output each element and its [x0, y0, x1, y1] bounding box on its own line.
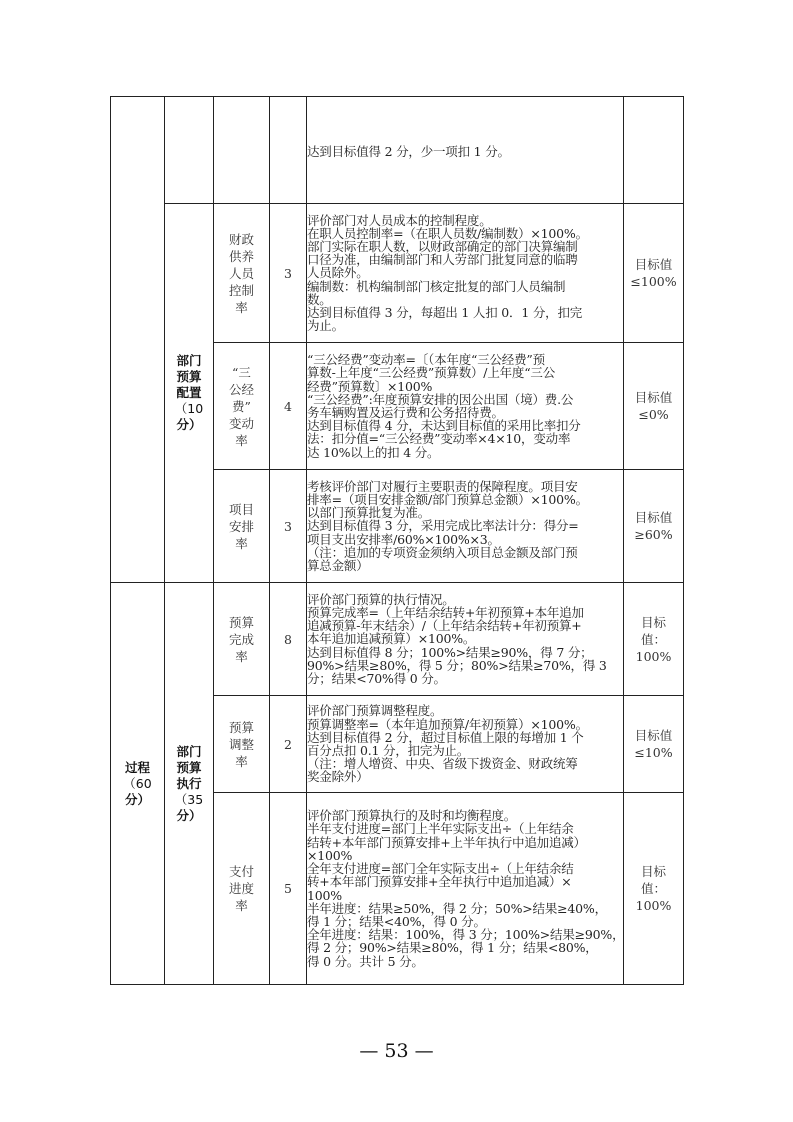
score-value: 5: [270, 793, 307, 985]
level2-cell-blank: [165, 97, 214, 204]
group-process: 过程 （60 分）: [111, 583, 165, 985]
criteria-cell: [307, 97, 624, 204]
criteria-cell: 评价部门对人员成本的控制程度。 在职人员控制率=（在职人员数/编制数）×100%。 部门实际在职人数，以财政部确定的部门决算编制 口径为准，由编制部门和人劳部门批复同意的临聘 人员除外。 编制数：机构编制部门核定批复的部门人员编制 数。 达到目标值得 3 分，每超出 1 人扣 0．1 分，扣完 为止。: [307, 204, 624, 343]
table-row: [111, 204, 684, 343]
table-row: [111, 97, 684, 204]
criteria-cell: 评价部门预算的执行情况。 预算完成率=（上年结余结转+年初预算+本年追加 追减预算-年末结余）/（上年结余结转+年初预算+ 本年追加追减预算）×100%。 达到目标值得 8 分；100%>结果≥90%，得 7 分； 90%>结果≥80%，得 5 分；80%>结果≥70%，得 3 分；结果<70%得 0 分。: [307, 583, 624, 696]
standard-value: 目标值 ≤0%: [624, 343, 684, 470]
standard-cell-blank: [624, 97, 684, 204]
indicator-name: 财政 供养 人员 控制 率: [214, 204, 270, 343]
criteria-cell: “三公经费”变动率=〔（本年度“三公经费”预 算数-上年度“三公经费”预算数）/上年度“三公 经费”预算数〕×100% “三公经费”:年度预算安排的因公出国（境）费.公 务车辆购置及运行费和公务招待费。 达到目标值得 4 分，未达到目标值的采用比率扣分 法：扣分值=“三公经费”变动率×4×10，变动率 达 10%以上的扣 4 分。: [307, 343, 624, 470]
score-value: 2: [270, 696, 307, 793]
indicator-name: 项目 安排 率: [214, 470, 270, 583]
standard-value: 目标值 ≤10%: [624, 696, 684, 793]
criteria-cell: 评价部门预算执行的及时和均衡程度。 半年支付进度=部门上半年实际支出÷（上年结余 结转+本年部门预算安排+上半年执行中追加追减） ×100% 全年支付进度=部门全年实际支出÷（上年结余结 转+本年部门预算安排+全年执行中追加追减）× 100% 半年进度：结果≥50%，得 2 分；50%>结果≥40%， 得 1 分；结果<40%，得 0 分。 全年进度：结果：100%，得 3 分；100%>结果≥90%， 得 2 分；90%>结果≥80%，得 1 分；结果<80%， 得 0 分。共计 5 分。: [307, 793, 624, 985]
score-value: 3: [270, 470, 307, 583]
indicator-name: 预算 完成 率: [214, 583, 270, 696]
score-cell-blank: [270, 97, 307, 204]
score-value: 4: [270, 343, 307, 470]
indicator-cell-blank: [214, 97, 270, 204]
criteria-cell: 评价部门预算调整程度。 预算调整率=（本年追加预算/年初预算）×100%。 达到目标值得 2 分，超过目标值上限的每增加 1 个 百分点扣 0.1 分，扣完为止。 （注：增人增资、中央、省级下拨资金、财政统筹 奖金除外）: [307, 696, 624, 793]
table-row: [111, 583, 684, 696]
level1-cell-blank: [111, 97, 165, 583]
standard-value: 目标 值： 100%: [624, 583, 684, 696]
evaluation-table: [110, 96, 684, 985]
criteria-line: 达到目标值得 2 分，少一项扣 1 分。: [307, 143, 510, 159]
standard-value: 目标值 ≥60%: [624, 470, 684, 583]
group-budget-exec: 部门 预算 执行 （35 分）: [165, 583, 214, 985]
page-number: — 53 —: [359, 1040, 434, 1062]
group-budget-config: 部门 预算 配置 （10 分）: [165, 204, 214, 583]
score-value: 3: [270, 204, 307, 343]
standard-value: 目标值 ≤100%: [624, 204, 684, 343]
indicator-name: 预算 调整 率: [214, 696, 270, 793]
criteria-cell: 考核评价部门对履行主要职责的保障程度。项目安 排率=（项目安排金额/部门预算总金额）×100%。 以部门预算批复为准。 达到目标值得 3 分，采用完成比率法计分：得分= 项目支出安排率/60%×100%×3。 （注：追加的专项资金须纳入项目总金额及部门预 算总金额）: [307, 470, 624, 583]
indicator-name: “三 公经 费” 变动 率: [214, 343, 270, 470]
indicator-name: 支付 进度 率: [214, 793, 270, 985]
score-value: 8: [270, 583, 307, 696]
standard-value: 目标 值： 100%: [624, 793, 684, 985]
